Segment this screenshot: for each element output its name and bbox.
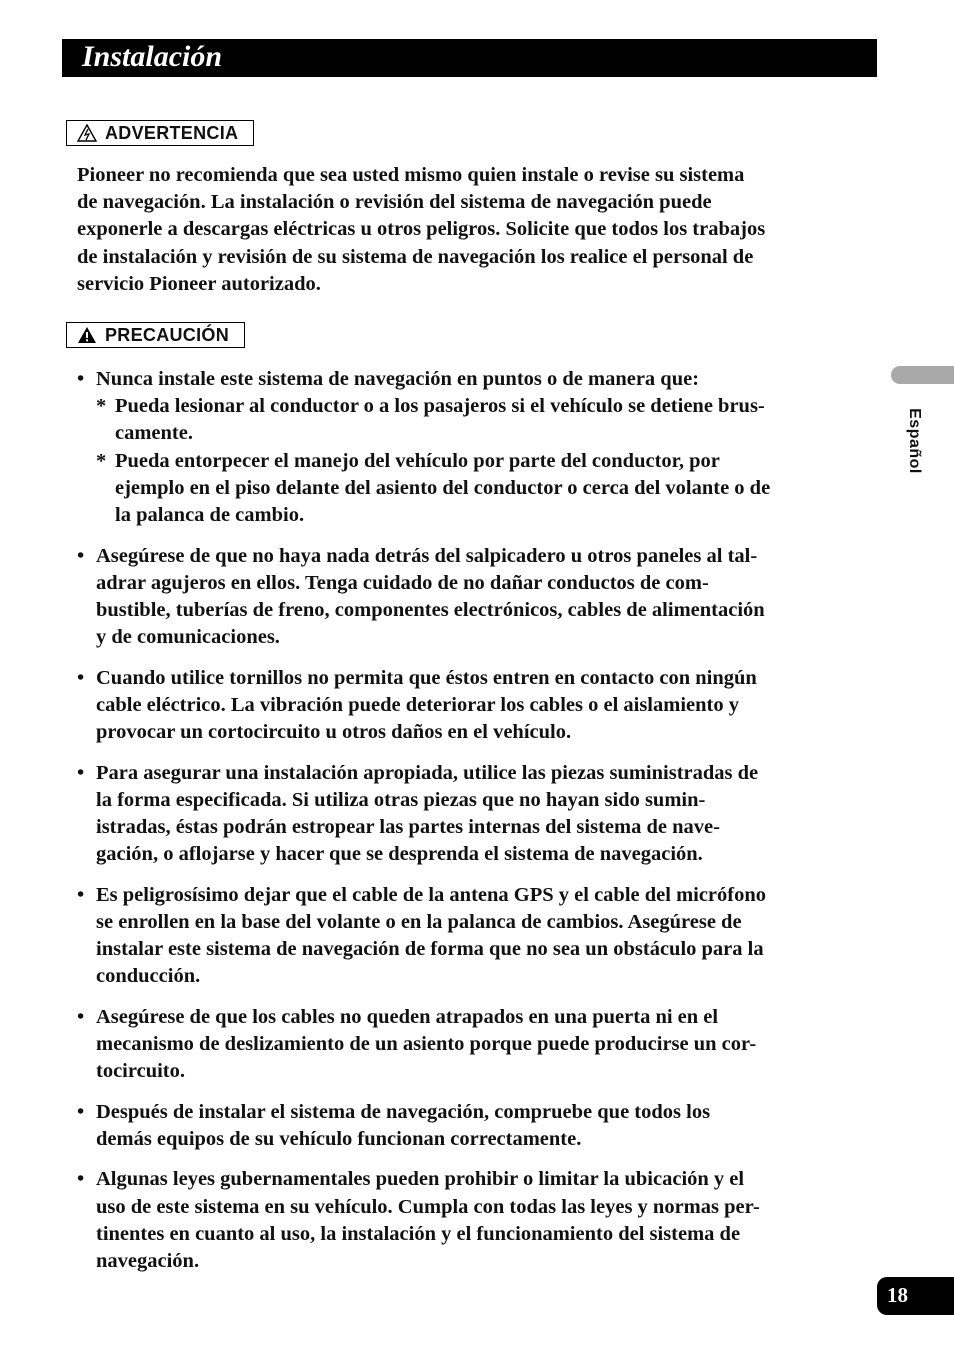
bullet-line: Nunca instale este sistema de navegación en puntos o de manera que: [96, 368, 700, 390]
list-item [77, 665, 867, 747]
bullet-line: Asegúrese de que no haya nada detrás del salpicadero u otros paneles al tal- [96, 544, 758, 567]
electric-warning-icon [77, 124, 97, 142]
bullet-line: conducción. [96, 965, 201, 988]
caution-bullet-list [77, 366, 867, 1288]
bullet-line: tinentes en cuanto al uso, la instalación y el funcionamiento del sistema de [96, 1222, 741, 1245]
list-item [77, 760, 867, 869]
bullet-line: gación, o aflojarse y hacer que se desprenda el sistema de navegación. [96, 843, 703, 866]
bullet-line: demás equipos de su vehículo funcionan correctamente. [96, 1127, 582, 1150]
section-header-bar [62, 39, 877, 77]
list-item [77, 1004, 867, 1086]
language-tab-marker [891, 366, 954, 384]
bullet-dot: • [77, 1100, 85, 1123]
bullet-line: Algunas leyes gubernamentales pueden prohibir o limitar la ubicación y el [96, 1168, 745, 1191]
warning-label [66, 120, 254, 146]
bullet-dot: • [77, 1168, 85, 1191]
sub-item-line: Pueda entorpecer el manejo del vehículo por parte del conductor, por [115, 449, 720, 472]
bullet-line: Es peligrosísimo dejar que el cable de la antena GPS y el cable del micrófono [96, 883, 767, 906]
warning-label-text: ADVERTENCIA [105, 122, 239, 143]
list-item [77, 1166, 867, 1275]
sub-item-line: ejemplo en el piso delante del asiento del conductor o cerca del volante o de [115, 476, 771, 499]
bullet-line: bustible, tuberías de freno, componentes electrónicos, cables de alimentación [96, 598, 765, 621]
sub-item [96, 393, 867, 447]
bullet-line: uso de este sistema en su vehículo. Cumpla con todas las leyes y normas per- [96, 1195, 760, 1218]
bullet-line: provocar un cortocircuito u otros daños en el vehículo. [96, 721, 572, 744]
bullet-line: adrar agujeros en ellos. Tenga cuidado de no dañar conductos de com- [96, 571, 709, 594]
sub-item-marker: * [96, 449, 107, 472]
bullet-line: cable eléctrico. La vibración puede deteriorar los cables o el aislamiento y [96, 693, 739, 716]
bullet-line: la forma especificada. Si utiliza otras piezas que no hayan sido sumin- [96, 788, 706, 811]
caution-label-text: PRECAUCIÓN [105, 324, 230, 345]
bullet-line: instalar este sistema de navegación de forma que no sea un obstáculo para la [96, 938, 764, 961]
bullet-line: navegación. [96, 1249, 200, 1272]
bullet-line: Asegúrese de que los cables no queden atrapados en una puerta ni en el [96, 1005, 719, 1028]
bullet-dot: • [77, 666, 85, 689]
warning-line: de navegación. La instalación o revisión del sistema de navegación puede [77, 191, 712, 214]
bullet-line: se enrollen en la base del volante o en la palanca de cambios. Asegúrese de [96, 910, 742, 933]
warning-line: Pioneer no recomienda que sea usted mismo quien instale o revise su sistema [77, 164, 745, 186]
bullet-line: Para asegurar una instalación apropiada, utilice las piezas suministradas de [96, 761, 759, 784]
page-number-badge [877, 1277, 954, 1315]
bullet-dot: • [77, 544, 85, 567]
list-item [77, 366, 867, 529]
language-tab-label: Español [906, 408, 923, 474]
list-item [77, 1099, 867, 1153]
sub-item-line: la palanca de cambio. [115, 504, 305, 527]
bullet-dot: • [77, 1005, 85, 1028]
warning-line: exponerle a descargas eléctricas u otros peligros. Solicite que todos los trabajos [77, 218, 766, 241]
warning-line: servicio Pioneer autorizado. [77, 272, 321, 295]
list-item [77, 543, 867, 652]
bullet-line: Cuando utilice tornillos no permita que éstos entren en contacto con ningún [96, 666, 757, 689]
sub-item [96, 448, 867, 530]
warning-paragraph [77, 162, 857, 298]
caution-label [66, 322, 245, 348]
bullet-line: tocircuito. [96, 1060, 185, 1083]
bullet-dot: • [77, 761, 85, 784]
sub-item-marker: * [96, 395, 107, 418]
caution-triangle-icon [77, 326, 97, 344]
sub-item-line: Pueda lesionar al conductor o a los pasajeros si el vehículo se detiene brus- [115, 395, 765, 418]
sub-item-line: camente. [115, 422, 193, 445]
page-number: 18 [887, 1283, 908, 1307]
bullet-line: Después de instalar el sistema de navegación, compruebe que todos los [96, 1100, 711, 1123]
list-item [77, 882, 867, 991]
warning-line: de instalación y revisión de su sistema de navegación los realice el personal de [77, 245, 754, 268]
bullet-dot: • [77, 368, 85, 390]
section-title: Instalación [82, 40, 223, 73]
bullet-line: mecanismo de deslizamiento de un asiento porque puede producirse un cor- [96, 1032, 757, 1055]
bullet-dot: • [77, 883, 85, 906]
bullet-line: istradas, éstas podrán estropear las partes internas del sistema de nave- [96, 815, 720, 838]
bullet-line: y de comunicaciones. [96, 626, 280, 649]
